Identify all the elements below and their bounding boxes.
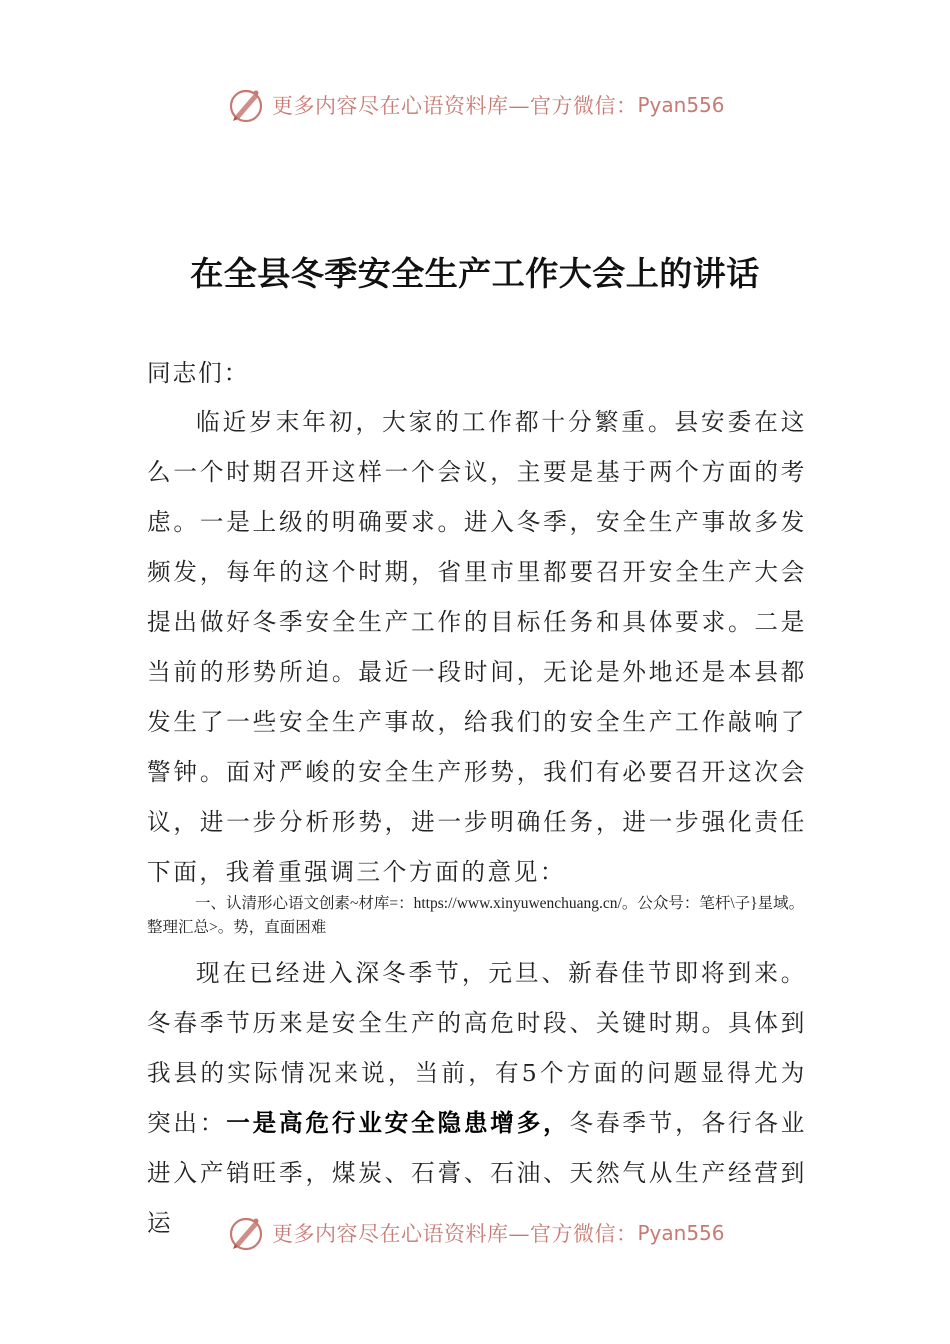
- paragraph-2: [147, 948, 807, 1248]
- document-title: 在全县冬季安全生产工作大会上的讲话: [190, 254, 760, 293]
- header-banner: [0, 82, 950, 128]
- paragraph-2-end: 冬春季节，各行各业进入产销旺季，煤炭、石膏、石油、天然气从生产经营到运: [147, 1109, 807, 1237]
- paragraph-2-start: 现在已经进入深冬季节，元旦、新春佳节即将到来。冬春季节历来是安全生产的高危时段、关键时期。具体到我县的实际情况来说，当前，有5个方面的问题显得尤为突出：: [147, 959, 807, 1137]
- banner-handle: Pyan556: [637, 1221, 725, 1245]
- banner-text: 更多内容尽在心语资料库—官方微信：: [272, 94, 638, 118]
- paragraph-1: 临近岁末年初，大家的工作都十分繁重。县安委在这么一个时期召开这样一个会议，主要是基于两个方面的考虑。一是上级的明确要求。进入冬季，安全生产事故多发频发，每年的这个时期，省里市里都要召开安全生产大会提出做好冬季安全生产工作的目标任务和具体要求。二是当前的形势所迫。最近一段时间，无论是外地还是本县都发生了一些安全生产事故，给我们的安全生产工作敲响了警钟。面对严峻的安全生产形势，我们有必要召开这次会议，进一步分析形势，进一步明确任务，进一步强化责任下面，我着重强调三个方面的意见：: [147, 408, 807, 886]
- banner-text: 更多内容尽在心语资料库—官方微信：: [272, 1222, 638, 1246]
- pen-circle-logo-icon: [226, 1213, 266, 1253]
- paragraph-2-bold: 一是高危行业安全隐患增多，: [226, 1109, 570, 1137]
- salutation: 同志们：: [147, 359, 250, 387]
- pen-circle-logo-icon: [226, 85, 266, 125]
- banner-handle: Pyan556: [637, 93, 725, 117]
- small-note: 一、认清形心语文创素~材库=：https://www.xinyuwenchuang.cn/。公众号：笔杆\子}星域。整理汇总>。势，直面困难: [147, 895, 805, 936]
- footer-banner: [0, 1210, 950, 1256]
